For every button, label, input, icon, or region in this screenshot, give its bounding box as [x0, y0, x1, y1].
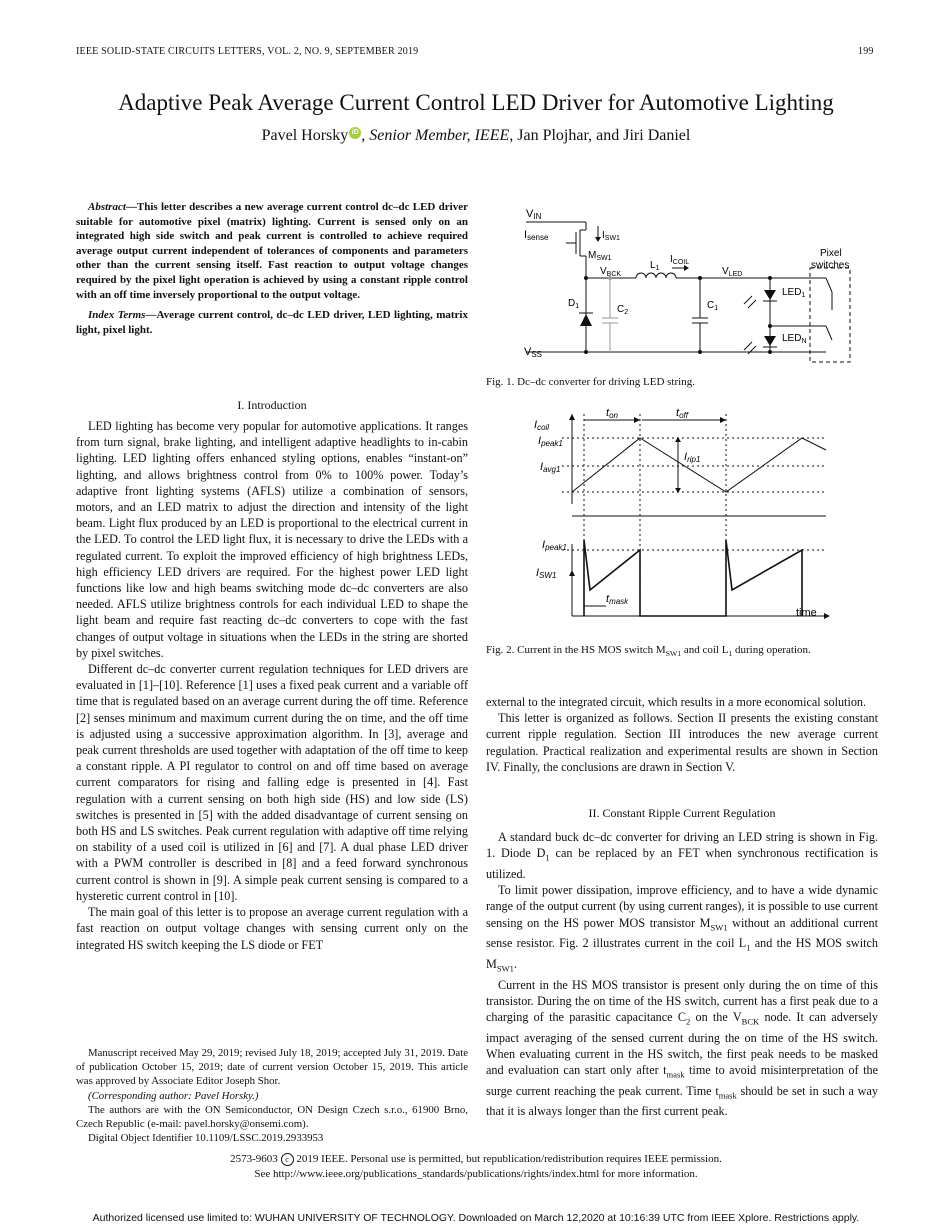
icoil-waveform	[572, 438, 826, 492]
fig1-label-msw1: $M_{SW1}$	[588, 250, 612, 262]
footnote-manuscript: Manuscript received May 29, 2019; revised July 18, 2019; accepted July 31, 2019. Date of publication October 15, 2019; date of current version October 15, 2019. This article was approved by Associate Editor Joseph Shor.	[76, 1047, 468, 1088]
fig2-label-tmask: tmask	[606, 593, 629, 606]
fig1-label-vbck: $V_{BCK}$	[600, 266, 622, 278]
fig1-label-vin: VIN	[526, 208, 542, 221]
page-number: 199	[858, 46, 874, 57]
fig2-label-isw1: ISW1	[536, 567, 557, 580]
section-heading-introduction: I. Introduction	[237, 398, 307, 412]
d1-diode	[580, 314, 592, 326]
fig2-label-ton: ton	[606, 407, 618, 420]
right-column-body	[486, 694, 878, 1120]
footnote-affiliation: The authors are with the ON Semiconductor, ON Design Czech s.r.o., 61900 Brno, Czech Republic (e-mail: pavel.horsky@onsemi.com).	[76, 1103, 468, 1131]
fig1-label-d1: $D_1$	[568, 298, 580, 310]
copyright-icon: c	[281, 1153, 294, 1166]
fig1-label-l1: $L_1$	[650, 260, 660, 272]
fig1-label-vss: VSS	[524, 346, 543, 359]
fig1-label-icoil: $I_{COIL}$	[670, 254, 690, 266]
paper-title: Adaptive Peak Average Current Control LED Driver for Automotive Lighting	[118, 90, 834, 115]
index-terms-text: —Average current control, dc–dc LED driver, LED lighting, matrix light, pixel light.	[76, 309, 468, 336]
fig1-label-c1: $C_1$	[707, 300, 719, 312]
fig2-waveform-diagram	[486, 404, 866, 634]
abstract-text: —This letter describes a new average current control dc–dc LED driver suitable for automotive pixel (matrix) lighting. Current is sensed only on an integrated high side switch and peak current is controlled to achieve required average output current independent of tolerances of components and parameters other than the current sensing itself. Fast reaction to output voltage changes required by the pixel light operation is achieved by using a constant ripple control with an off time inversely proportional to the output voltage.	[76, 201, 468, 301]
fig1-label-isw1: $I_{SW1}$	[602, 230, 620, 242]
ledn-icon	[764, 336, 776, 346]
fig2-label-iavg1: Iavg1	[540, 461, 561, 474]
led1-icon	[764, 290, 776, 300]
fig2-label-ipeak1: Ipeak1	[538, 435, 563, 448]
intro-paragraph-2: Different dc–dc converter current regulation techniques for LED drivers are evaluated in [1]–[10]. Reference [1] uses a fixed peak current and a variable off time that is regulated based on an average current during the off time. Reference [2] senses minimum and maximum current during the on time, and the off time is adjusted using a successive approximation algorithm. In [3], average and peak current thresholds are used together with adaptation of the off time to keep a constant ripple. A PI regulator to control on and off time based on average current comparators for rising and falling edge is presented in [4]. Fast regulation with a current sensing on both high side (HS) and low side (LS) switches is presented in [5] with the added disadvantage of current sensing on both HS and LS switches. Peak current regulation with adaptive off time relying on stability of a used coil is utilized in [6] and [7]. A dual phase LED driver with a PWM controller is described in [8] and a feed forward synchronous current control is shown in [9]. A simple peak current sensing is compared to a hysteretic current control in [10].	[76, 662, 468, 903]
section-heading-constant-ripple: II. Constant Ripple Current Regulation	[588, 806, 776, 821]
section2-paragraph-3: Current in the HS MOS transistor is present only during the on time of this transistor. During the on time of the HS switch, current has a first peak due to a charging of the parasitic capacitance $C_2$ on the $V_{BCK}$ node. It can adversely impact averaging of the sensed current during the on time of the HS switch. When evaluating current in the HS switch, the first peak needs to be masked and evaluation can start only after $t_{mask}$ time to avoid misinterpretation of the surge current reaching the peak current. Time $t_{mask}$ should be set in such a way that it is always longer than the first current peak.	[486, 977, 878, 1119]
fig2-label-ipeak1-b: Ipeak1	[542, 539, 567, 552]
fig1-label-switches: switches	[811, 260, 850, 271]
section2-paragraph-1: A standard buck dc–dc converter for driving an LED string is shown in Fig. 1. Diode $D_1$ can be replaced by an FET when synchronous rectification is utilized.	[486, 830, 878, 882]
copyright-notice: 2573-9603 c 2019 IEEE. Personal use is permitted, but republication/redistribution requires IEEE permission. See http://www.ieee.org/publications_standards/publications/rights/index.html for more information.	[0, 1152, 952, 1182]
intro-paragraph-3-cont: external to the integrated circuit, which results in a more economical solution.	[486, 695, 867, 709]
orcid-icon[interactable]: iD	[349, 127, 361, 139]
fig1-caption: Fig. 1. Dc–dc converter for driving LED string.	[486, 376, 695, 388]
author-first: Pavel Horsky	[261, 127, 349, 144]
footnote-doi: Digital Object Identifier 10.1109/LSSC.2019.2933953	[88, 1132, 324, 1145]
fig2-caption: Fig. 2. Current in the HS MOS switch $M_{SW1}$ and coil $L_1$ during operation.	[486, 644, 811, 659]
index-terms	[76, 308, 468, 337]
fig1-label-ledn: $LED_N$	[782, 333, 807, 345]
l1-inductor	[636, 273, 676, 278]
fig1-label-c2: $C_2$	[617, 304, 629, 316]
c2-capacitor	[602, 278, 618, 352]
author-line	[0, 127, 952, 145]
fig1-label-pixel: Pixel	[820, 248, 842, 259]
intro-paragraph-1: LED lighting has become very popular for automotive applications. It ranges from turn signal, brake lighting, and intelligent adaptive headlights to in-cabin lighting. LED lighting offers enhanced styling options, enables “instant-on” lighting, and allows brightness control from 0% to 100% power. Today’s adaptive front lighting systems (AFLS) utilize a combination of sensors, motors, and an LED matrix to adjust the direction and intensity of the light beam. Light flux produced by an LED is proportional to the electrical current in the LED. To control the LED light flux, it is necessary to drive the LEDs with a regulated current. To exploit the improved efficiency of high brightness LEDs, high efficiency LED drivers are required. For the highest power LED light functions like low and high beams switching mode dc–dc converters are also needed. AFLS utilize brightness controls for each individual LED to shape the light beam and require fast reacting dc–dc converters to cope with the fast changes of output voltage in situations when the LEDs in the string are shorted by pixel switches.	[76, 419, 468, 660]
footnote-corresponding: (Corresponding author: Pavel Horsky.)	[88, 1089, 259, 1102]
author-first-role: , Senior Member, IEEE	[361, 127, 510, 144]
index-terms-label: Index Terms	[88, 309, 146, 322]
fig2-label-icoil: Icoil	[534, 419, 550, 432]
rights-link[interactable]: See http://www.ieee.org/publications_standards/publications/rights/index.html for more information.	[254, 1168, 698, 1180]
fig2-label-time: time	[796, 607, 817, 619]
author-rest: , Jan Plojhar, and Jiri Daniel	[509, 127, 691, 144]
intro-paragraph-3: The main goal of this letter is to propose an average current regulation with a fast reaction on output voltage changes with sensing current only on the integrated HS switch keeping the LS diode or FET	[76, 905, 468, 952]
footnotes	[76, 1046, 468, 1145]
fig2-label-irip1: Irip1	[684, 451, 701, 464]
paper-organization-paragraph: This letter is organized as follows. Section II presents the existing constant current ripple regulation. Section III introduces the new average current regulation. Practical realization and experimental results are shown in Section IV. Finally, the conclusions are drawn in Section V.	[486, 711, 878, 774]
fig2-label-toff: toff	[676, 407, 688, 420]
running-header: IEEE SOLID-STATE CIRCUITS LETTERS, VOL. 2, NO. 9, SEPTEMBER 2019	[76, 46, 419, 57]
fig1-circuit-diagram	[486, 200, 866, 368]
left-column-body	[76, 418, 468, 953]
section2-paragraph-2: To limit power dissipation, improve efficiency, and to have a wide dynamic range of the output current (by using current ranges), it is possible to use current sensing on the HS power MOS transistor $M_{SW1}$ without an additional current sense resistor. Fig. 2 illustrates current in the coil $L_1$ and the HS MOS switch $M_{SW1}$.	[486, 883, 878, 974]
fig1-label-led1: $LED_1$	[782, 287, 806, 299]
fig1-label-isense: Isense	[524, 229, 549, 242]
fig1-label-vled: $V_{LED}$	[722, 266, 743, 278]
abstract	[76, 200, 468, 302]
abstract-block	[76, 200, 468, 343]
abstract-label: Abstract	[88, 201, 126, 213]
license-notice: Authorized licensed use limited to: WUHAN UNIVERSITY OF TECHNOLOGY. Downloaded on March 12,2020 at 10:16:39 UTC from IEEE Xplore. Restrictions apply.	[92, 1212, 860, 1224]
